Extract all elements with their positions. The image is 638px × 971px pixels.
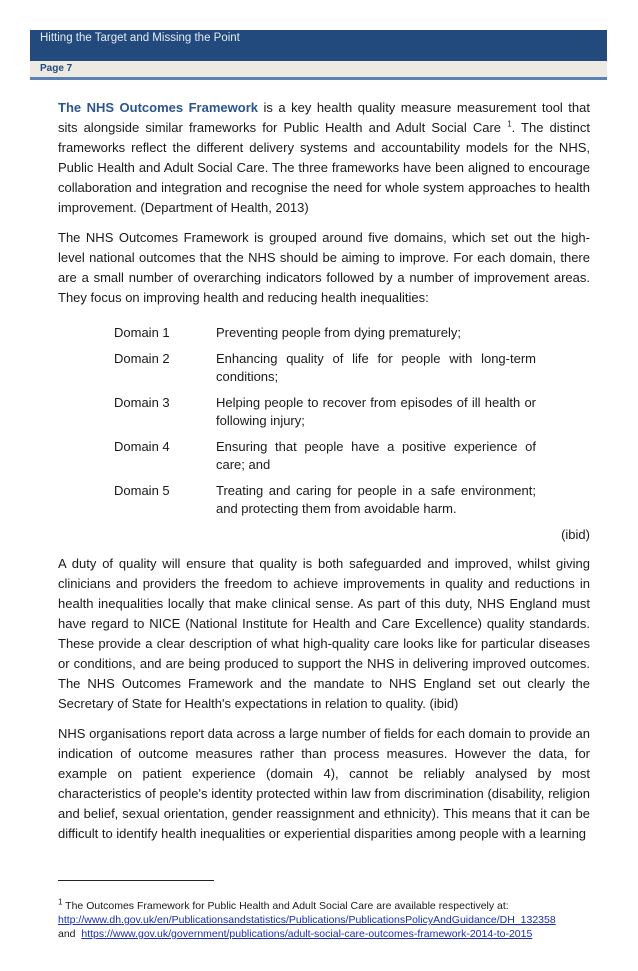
domain-label: Domain 1 [114,325,170,340]
domain-text: Preventing people from dying prematurely; [216,325,461,340]
footnote-link-social-care[interactable]: https://www.gov.uk/government/publications/adult-social-care-outcomes-framework-2014-to-2015 [81,928,533,940]
paragraph-text: is a key health quality measure measurement tool that sits alongside similar frameworks for Public Health and Adult Social Care [58,100,590,135]
domain-row [114,350,536,386]
page-bar [30,61,607,77]
domain-text: Enhancing quality of life for people with long-term conditions; [216,351,536,384]
domain-text: Ensuring that people have a positive experience of care; and [216,439,536,472]
paragraph-text: . The distinct frameworks reflect the different delivery systems and accountability models for the NHS, Public Health and Adult Social Care. The three frameworks have been aligned to encourage collaboration and integration and recognise the need for whole system approaches to health improvement. (Department of Health, 2013) [58,120,590,215]
paragraph-2: The NHS Outcomes Framework is grouped around five domains, which set out the high-level national outcomes that the NHS should be aiming to improve. For each domain, there are a small number of overarching indicators followed by a number of improvement areas. They focus on improving health and reducing health inequalities: [58,230,590,305]
footnote-divider [58,880,214,881]
domain-row [114,394,536,430]
page-content [58,98,590,971]
lead-phrase: The NHS Outcomes Framework [58,100,258,115]
header-divider [30,77,607,80]
paragraph-4: NHS organisations report data across a large number of fields for each domain to provide an indication of outcome measures rather than process measures. However the data, for example on patient experience (domain 4), cannot be reliably analysed by most characteristics of people's identity protected within law from discrimination (disability, religion and belief, sexual orientation, gender reassignment and ethnicity). This means that it can be difficult to identify health inequalities or experiential disparities among people with a learning [58,726,590,841]
domain-row [114,482,536,518]
footnote-text: The Outcomes Framework for Public Health and Adult Social Care are available respectively at: [62,900,509,912]
paragraph-1 [58,98,590,218]
header-bar [30,30,607,61]
footnote-number: 1 [58,897,63,907]
page-number: Page 7 [40,63,73,74]
domain-label: Domain 3 [114,395,170,410]
domain-text: Treating and caring for people in a safe environment; and protecting them from avoidable harm. [216,483,536,516]
domain-label: Domain 5 [114,483,170,498]
domains-table [114,324,536,518]
footnote [58,899,590,971]
footnote-link-public-health[interactable]: http://www.dh.gov.uk/en/Publicationsandstatistics/Publications/PublicationsPolicyAndGuidance/DH_132358 [58,914,556,926]
domain-text: Helping people to recover from episodes of ill health or following injury; [216,395,536,428]
domain-label: Domain 4 [114,439,170,454]
domain-label: Domain 2 [114,351,170,366]
domain-row [114,324,536,342]
footnote-and: and [58,928,76,940]
citation: (ibid) [561,527,590,542]
document-title: Hitting the Target and Missing the Point [40,32,240,44]
footnote-ref: 1 [507,119,512,129]
paragraph-3: A duty of quality will ensure that quality is both safeguarded and improved, whilst giving clinicians and providers the freedom to achieve improvements in quality and reductions in health inequalities locally that make clinical sense. As part of this duty, NHS England must have regard to NICE (National Institute for Health and Care Excellence) quality standards. These provide a clear description of what high-quality care looks like for particular diseases or conditions, and are being produced to support the NHS in delivering improved outcomes. The NHS Outcomes Framework and the mandate to NHS England set out clearly the Secretary of State for Health's expectations in relation to quality. (ibid) [58,556,590,711]
domain-row [114,438,536,474]
